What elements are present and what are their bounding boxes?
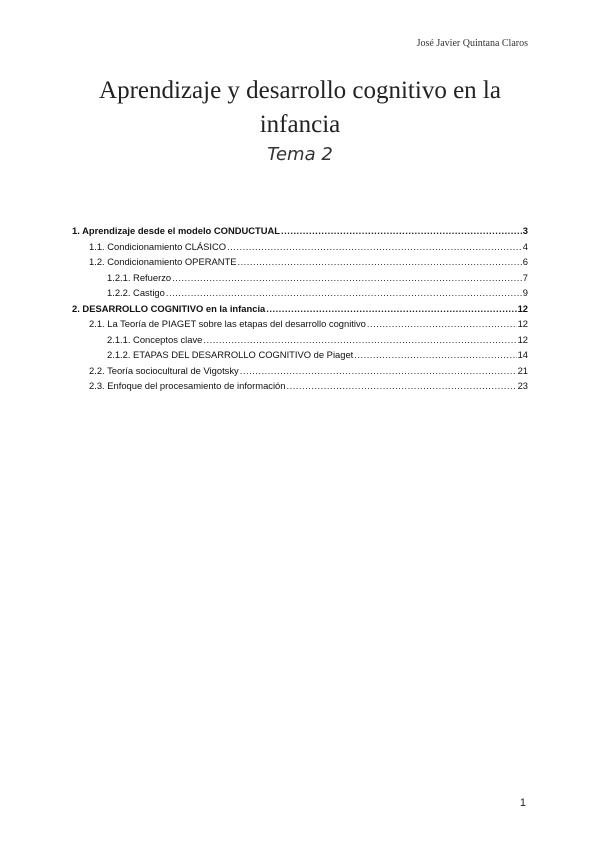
toc-entry[interactable]: [72, 270, 528, 286]
toc-leader: [266, 301, 516, 317]
toc-entry[interactable]: [72, 316, 528, 332]
header-author: José Javier Quintana Claros: [416, 38, 528, 49]
toc-entry-title: 2.3. Enfoque del procesamiento de información: [89, 380, 286, 391]
toc-entry-page: 23: [517, 380, 528, 391]
toc-leader: [237, 254, 521, 270]
toc-entry[interactable]: [72, 378, 528, 394]
toc-entry-title: 1.2.1. Refuerzo: [107, 271, 172, 283]
table-of-contents: [72, 223, 528, 394]
toc-entry-title: 1.1. Condicionamiento CLÁSICO: [89, 240, 227, 252]
toc-entry[interactable]: [72, 239, 528, 255]
toc-entry-title: 1.2. Condicionamiento OPERANTE: [89, 256, 237, 267]
toc-leader: [227, 239, 522, 255]
toc-entry[interactable]: [72, 301, 528, 317]
toc-entry-page: 3: [522, 225, 528, 236]
toc-entry-page: 12: [517, 318, 528, 329]
toc-entry-title: 1.2.2. Castigo: [107, 287, 165, 298]
toc-entry[interactable]: [72, 332, 528, 348]
toc-entry-page: 9: [522, 287, 528, 298]
toc-leader: [354, 347, 516, 363]
toc-entry-title: 1. Aprendizaje desde el modelo CONDUCTUAL: [72, 225, 281, 236]
toc-entry[interactable]: [72, 347, 528, 363]
document-subtitle: Tema 2: [267, 144, 333, 165]
toc-entry-page: 12: [517, 333, 528, 345]
toc-entry[interactable]: [72, 254, 528, 270]
toc-entry-page: 6: [522, 256, 528, 267]
toc-leader: [203, 332, 516, 348]
toc-entry-page: 4: [522, 240, 528, 252]
toc-entry-title: 2.1.1. Conceptos clave: [107, 333, 203, 345]
toc-leader: [240, 363, 517, 379]
toc-leader: [166, 285, 522, 301]
toc-entry[interactable]: [72, 223, 528, 239]
toc-entry-page: 12: [517, 302, 528, 314]
toc-entry-page: 21: [517, 364, 528, 376]
toc-leader: [172, 270, 522, 286]
toc-leader: [286, 378, 516, 394]
page-number: 1: [519, 797, 526, 809]
document-title: Aprendizaje y desarrollo cognitivo en la infancia: [99, 77, 501, 138]
toc-entry-title: 2. DESARROLLO COGNITIVO en la infancia: [72, 302, 266, 314]
toc-entry-page: 7: [522, 271, 528, 283]
toc-entry[interactable]: [72, 363, 528, 379]
toc-entry-title: 2.1.2. ETAPAS DEL DESARROLLO COGNITIVO de Piaget: [107, 349, 354, 360]
toc-entry-title: 2.2. Teoría sociocultural de Vigotsky: [89, 364, 239, 376]
toc-entry[interactable]: [72, 285, 528, 301]
toc-leader: [281, 223, 522, 239]
toc-leader: [367, 316, 517, 332]
toc-entry-title: 2.1. La Teoría de PIAGET sobre las etapas del desarrollo cognitivo: [89, 318, 366, 329]
toc-entry-page: 14: [517, 349, 528, 360]
